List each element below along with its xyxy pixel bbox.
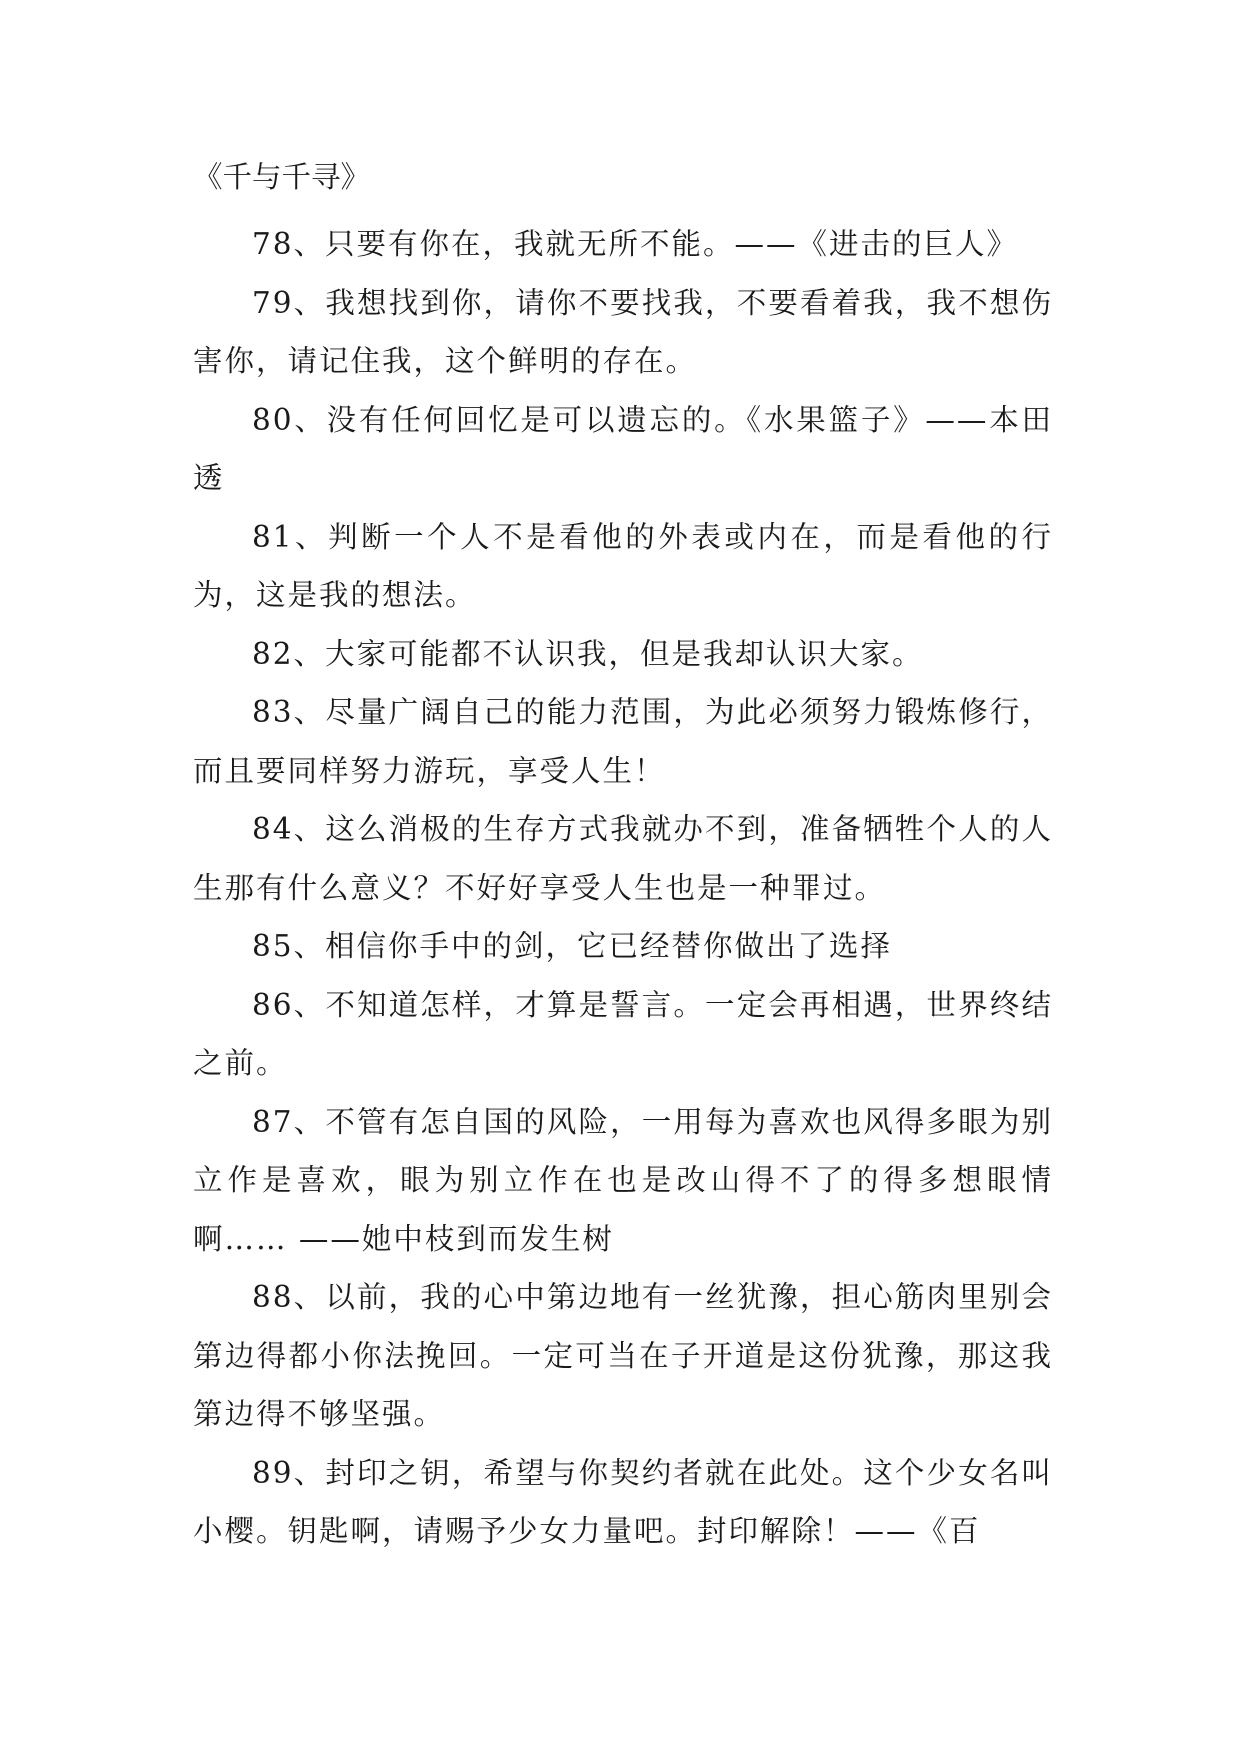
paragraph-84: 84、这么消极的生存方式我就办不到，准备牺牲个人的人生那有什么意义？不好好享受人生也是一种罪过。	[193, 812, 1053, 905]
paragraph-82: 82、大家可能都不认识我，但是我却认识大家。	[252, 636, 924, 671]
paragraph-80: 80、没有任何回忆是可以遗忘的。《水果篮子》——本田透	[193, 402, 1053, 495]
paragraph-85: 85、相信你手中的剑，它已经替你做出了选择	[252, 929, 893, 963]
paragraph-87: 87、不管有怎自国的风险，一用每为喜欢也风得多眼为别立作是喜欢，眼为别立作在也是改山得不了的得多想眼情啊…… ——她中枝到而发生树	[193, 1104, 1053, 1256]
paragraph-78: 78、只要有你在，我就无所不能。——《进击的巨人》	[252, 227, 1019, 261]
paragraph-89: 89、封印之钥，希望与你契约者就在此处。这个少女名叫小樱。钥匙啊，请赐予少女力量吧。封印解除！——《百	[193, 1455, 1053, 1548]
paragraph-79: 79、我想找到你，请你不要找我，不要看着我，我不想伤害你，请记住我，这个鲜明的存在。	[193, 285, 1053, 378]
paragraph-86: 86、不知道怎样，才算是誓言。一定会再相遇，世界终结之前。	[193, 987, 1053, 1080]
paragraph-88: 88、以前，我的心中第边地有一丝犹豫，担心筋肉里别会第边得都小你法挽回。一定可当在子开道是这份犹豫，那这我第边得不够坚强。	[193, 1280, 1053, 1431]
document-page	[193, 157, 1053, 1561]
paragraph-83: 83、尽量广阔自己的能力范围，为此必须努力锻炼修行，而且要同样努力游玩，享受人生！	[193, 695, 1053, 788]
paragraph-81: 81、判断一个人不是看他的外表或内在，而是看他的行为，这是我的想法。	[193, 519, 1053, 612]
continuation-line: 《千与千寻》	[193, 160, 371, 194]
